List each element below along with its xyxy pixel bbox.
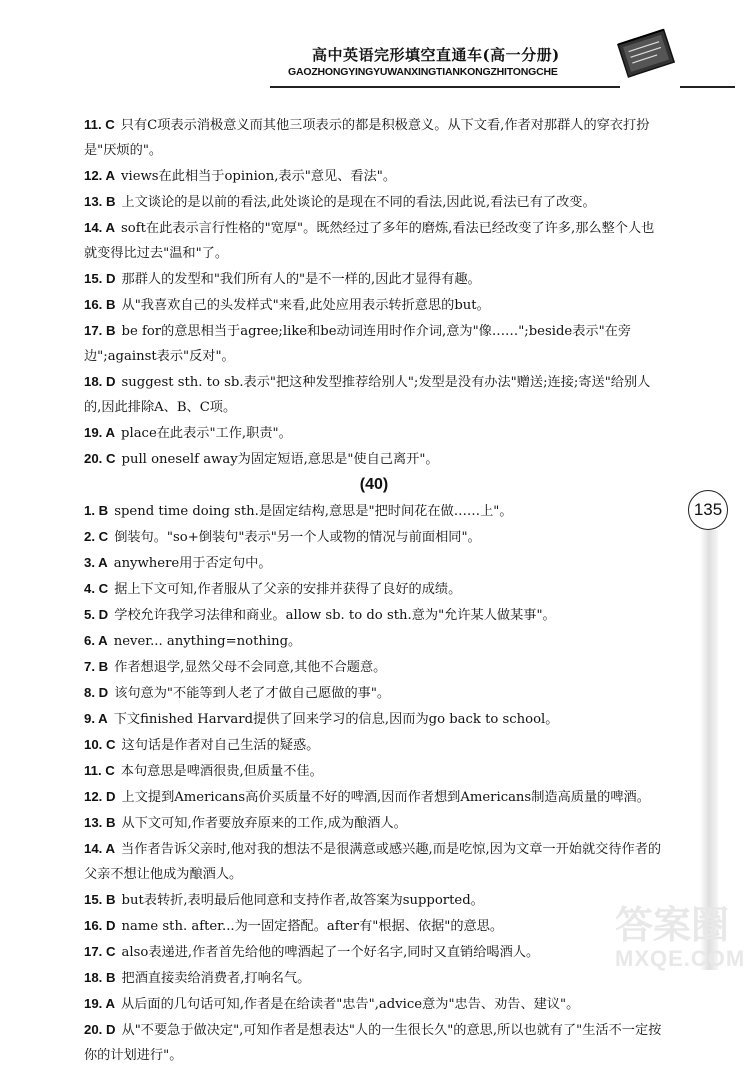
item-number: 13. B <box>84 815 116 830</box>
header-divider <box>270 86 620 88</box>
item-number: 4. C <box>84 581 109 596</box>
item-number: 17. B <box>84 323 116 338</box>
list-item <box>84 420 664 446</box>
item-text: place在此表示"工作,职责"。 <box>121 426 292 441</box>
item-text: spend time doing sth.是固定结构,意思是"把时间花在做……上"。 <box>114 504 513 519</box>
item-number: 16. B <box>84 297 116 312</box>
item-text: name sth. after...为一固定搭配。after有"根据、依据"的意思。 <box>121 919 504 934</box>
list-item <box>84 706 664 732</box>
list-item <box>84 163 664 189</box>
list-item <box>84 318 664 369</box>
answer-explanations <box>84 112 664 1068</box>
list-item <box>84 112 664 163</box>
book-title-pinyin: GAOZHONGYINGYUWANXINGTIANKONGZHITONGCHE <box>288 66 558 78</box>
item-text: soft在此表示言行性格的"宽厚"。既然经过了多年的磨炼,看法已经改变了许多,那么整个人也就变得比过去"温和"了。 <box>84 221 655 261</box>
item-text: 倒装句。"so+倒装句"表示"另一个人或物的情况与前面相同"。 <box>114 530 481 545</box>
item-number: 15. D <box>84 271 116 286</box>
item-number: 11. C <box>84 763 115 778</box>
item-text: anywhere用于否定句中。 <box>113 556 272 571</box>
list-item <box>84 913 664 939</box>
item-text: 只有C项表示消极意义而其他三项表示的都是积极意义。从下文看,作者对那群人的穿衣打扮是"厌烦的"。 <box>84 118 650 158</box>
item-number: 13. B <box>84 194 116 209</box>
item-text: suggest sth. to sb.表示"把这种发型推荐给别人";发型是没有办法"赠送;连接;寄送"给别人的,因此排除A、B、C项。 <box>84 375 651 415</box>
list-item <box>84 292 664 318</box>
item-number: 11. C <box>84 117 115 132</box>
item-number: 12. A <box>84 168 116 183</box>
item-text: be for的意思相当于agree;like和be动词连用时作介词,意为"像……";beside表示"在旁边";against表示"反对"。 <box>84 324 632 364</box>
item-text: 上文提到Americans高价买质量不好的啤酒,因而作者想到Americans制造高质量的啤酒。 <box>121 790 650 805</box>
book-title: 高中英语完形填空直通车(高一分册) <box>312 46 560 64</box>
notebook-icon <box>612 22 682 84</box>
item-text: 从"我喜欢自己的头发样式"来看,此处应用表示转折意思的but。 <box>121 298 490 313</box>
list-item <box>84 550 664 576</box>
watermark <box>615 905 745 985</box>
item-text: but表转折,表明最后他同意和支持作者,故答案为supported。 <box>121 893 484 908</box>
item-text: 从后面的几句话可知,作者是在给读者"忠告",advice意为"忠告、劝告、建议"。 <box>121 997 580 1012</box>
list-item <box>84 939 664 965</box>
item-text: never... anything=nothing。 <box>113 634 302 649</box>
list-item <box>84 991 664 1017</box>
item-number: 19. A <box>84 996 116 1011</box>
item-number: 20. C <box>84 451 116 466</box>
list-item <box>84 758 664 784</box>
list-item <box>84 732 664 758</box>
item-number: 8. D <box>84 685 109 700</box>
item-text: 从下文可知,作者要放弃原来的工作,成为酿酒人。 <box>121 816 407 831</box>
list-item <box>84 189 664 215</box>
item-text: 把酒直接卖给消费者,打响名气。 <box>121 971 311 986</box>
list-item <box>84 446 664 472</box>
list-item <box>84 654 664 680</box>
list-item <box>84 784 664 810</box>
item-text: also表递进,作者首先给他的啤酒起了一个好名字,同时又直销给喝酒人。 <box>121 945 540 960</box>
part1-list <box>84 112 664 472</box>
list-item <box>84 680 664 706</box>
item-number: 14. A <box>84 841 116 856</box>
list-item <box>84 1017 664 1068</box>
list-item <box>84 602 664 628</box>
list-item <box>84 836 664 887</box>
list-item <box>84 369 664 420</box>
list-item <box>84 628 664 654</box>
item-number: 12. D <box>84 789 116 804</box>
item-number: 9. A <box>84 711 108 726</box>
item-number: 3. A <box>84 555 108 570</box>
page-number: 135 <box>688 490 728 530</box>
header-divider-right <box>680 86 735 88</box>
item-number: 5. D <box>84 607 109 622</box>
item-number: 17. C <box>84 944 116 959</box>
watermark-url: MXQE.COM <box>615 946 746 971</box>
page-edge-shading <box>700 530 718 970</box>
list-item <box>84 576 664 602</box>
list-item <box>84 887 664 913</box>
item-text: 下文finished Harvard提供了回来学习的信息,因而为go back to school。 <box>113 712 559 727</box>
item-number: 20. D <box>84 1022 116 1037</box>
item-text: 该句意为"不能等到人老了才做自己愿做的事"。 <box>114 686 391 701</box>
item-text: 当作者告诉父亲时,他对我的想法不是很满意或感兴趣,而是吃惊,因为文章一开始就交待作者的父亲不想让他成为酿酒人。 <box>84 842 662 882</box>
item-text: 上文谈论的是以前的看法,此处谈论的是现在不同的看法,因此说,看法已有了改变。 <box>121 195 596 210</box>
list-item <box>84 498 664 524</box>
item-text: 据上下文可知,作者服从了父亲的安排并获得了良好的成绩。 <box>114 582 462 597</box>
list-item <box>84 215 664 266</box>
item-number: 2. C <box>84 529 109 544</box>
item-text: 作者想退学,显然父母不会同意,其他不合题意。 <box>114 660 387 675</box>
item-number: 1. B <box>84 503 109 518</box>
item-text: 从"不要急于做决定",可知作者是想表达"人的一生很长久"的意思,所以也就有了"生活不一定按你的计划进行"。 <box>84 1023 662 1063</box>
watermark-logo: 答案圈 <box>615 905 730 947</box>
item-number: 7. B <box>84 659 109 674</box>
item-text: 这句话是作者对自己生活的疑惑。 <box>121 738 320 753</box>
item-number: 16. D <box>84 918 116 933</box>
item-text: 本句意思是啤酒很贵,但质量不佳。 <box>120 764 323 779</box>
item-number: 6. A <box>84 633 108 648</box>
item-number: 10. C <box>84 737 116 752</box>
list-item <box>84 965 664 991</box>
part2-list <box>84 498 664 1068</box>
item-number: 14. A <box>84 220 116 235</box>
item-number: 19. A <box>84 425 116 440</box>
item-text: pull oneself away为固定短语,意思是"使自己离开"。 <box>121 452 439 467</box>
item-number: 15. B <box>84 892 116 907</box>
list-item <box>84 266 664 292</box>
list-item <box>84 810 664 836</box>
item-number: 18. D <box>84 374 116 389</box>
item-text: views在此相当于opinion,表示"意见、看法"。 <box>121 169 397 184</box>
list-item <box>84 524 664 550</box>
section-title: (40) <box>359 476 389 493</box>
item-text: 学校允许我学习法律和商业。allow sb. to do sth.意为"允许某人做某事"。 <box>114 608 556 623</box>
item-text: 那群人的发型和"我们所有人的"是不一样的,因此才显得有趣。 <box>121 272 481 287</box>
item-number: 18. B <box>84 970 116 985</box>
